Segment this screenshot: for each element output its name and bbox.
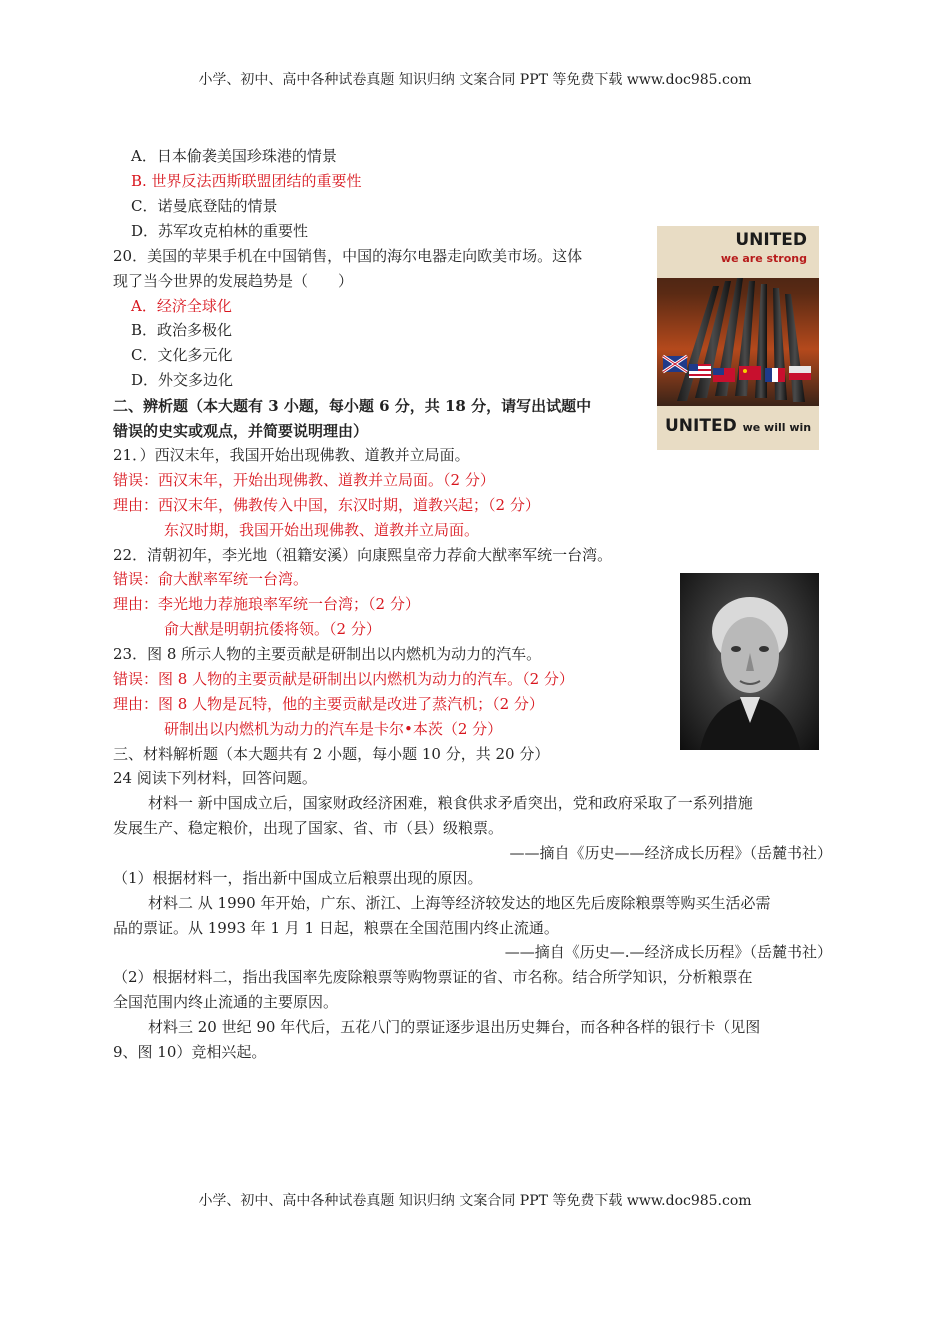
poster-top-subtitle: we are strong [720,252,807,265]
q20-stem-line2: 现了当今世界的发展趋势是（ ） [113,272,354,290]
q23-reason-line2: 研制出以内燃机为动力的汽车是卡尔•本茨（2 分） [164,720,503,738]
united-poster-image [657,226,819,450]
q19-option-d: D．苏军攻克柏林的重要性 [131,222,309,240]
q24-material1-source: ——摘自《历史——经济成长历程》（岳麓书社） [509,844,832,862]
q24-material2-source: ——摘自《历史—.—经济成长历程》（岳麓书社） [504,943,832,961]
q24-question2-line1: （2）根据材料二，指出我国率先废除粮票等购物票证的省、市名称。结合所学知识，分析粮票在 [113,968,753,986]
q22-reason-line2: 俞大猷是明朝抗倭将领。（2 分） [164,620,381,638]
q24-question1: （1）根据材料一，指出新中国成立后粮票出现的原因。 [113,869,483,887]
section2-title-line1: 二、辨析题（本大题有 3 小题，每小题 6 分，共 18 分，请写出试题中 [113,397,592,415]
q22-reason-line1: 理由：李光地力荐施琅率军统一台湾；（2 分） [113,595,420,613]
q24-material1-line1: 材料一 新中国成立后，国家财政经济困难，粮食供求矛盾突出，党和政府采取了一系列措施 [148,794,753,812]
q20-option-d: D．外交多边化 [131,371,234,389]
q19-option-a: A．日本偷袭美国珍珠港的情景 [131,147,337,165]
q23-reason-line1: 理由：图 8 人物是瓦特，他的主要贡献是改进了蒸汽机；（2 分） [113,695,544,713]
portrait-graphic [680,573,819,750]
q22-stem: 22．清朝初年，李光地（祖籍安溪）向康熙皇帝力荐俞大猷率军统一台湾。 [113,546,613,564]
q20-option-a-answer: A．经济全球化 [131,297,232,315]
q23-error: 错误：图 8 人物的主要贡献是研制出以内燃机为动力的汽车。（2 分） [113,670,574,688]
q20-option-c: C．文化多元化 [131,346,233,364]
section3-title: 三、材料解析题（本大题共有 2 小题，每小题 10 分，共 20 分） [113,745,550,763]
page-header: 小学、初中、高中各种试卷真题 知识归纳 文案合同 PPT 等免费下载 www.doc985.com [198,72,752,88]
q19-option-b-answer: B. 世界反法西斯联盟团结的重要性 [131,172,362,190]
q24-question2-line2: 全国范围内终止流通的主要原因。 [113,993,339,1011]
q24-stem: 24 阅读下列材料，回答问题。 [113,769,317,787]
section2-title-line2: 错误的史实或观点，并简要说明理由） [113,422,369,440]
q24-material2-line2: 品的票证。从 1993 年 1 月 1 日起，粮票在全国范围内终止流通。 [113,919,559,937]
q23-stem: 23．图 8 所示人物的主要贡献是研制出以内燃机为动力的汽车。 [113,645,542,663]
q19-option-c: C．诺曼底登陆的情景 [131,197,278,215]
q24-material1-line2: 发展生产、稳定粮价，出现了国家、省、市（县）级粮票。 [113,819,504,837]
poster-top-title: UNITED [735,230,807,250]
q20-option-b: B．政治多极化 [131,321,233,339]
poster-bottom-title: UNITED we will win [665,416,812,436]
page-footer: 小学、初中、高中各种试卷真题 知识归纳 文案合同 PPT 等免费下载 www.doc985.com [198,1193,752,1209]
poster-bottom-banner [657,406,819,450]
q21-reason-line2: 东汉时期，我国开始出现佛教、道教并立局面。 [164,521,480,539]
q21-reason-line1: 理由：西汉末年，佛教传入中国，东汉时期，道教兴起；（2 分） [113,496,540,514]
q22-error: 错误：俞大猷率军统一台湾。 [113,570,309,588]
q24-material3-line2: 9、图 10）竞相兴起。 [113,1043,267,1061]
q24-material2-line1: 材料二 从 1990 年开始，广东、浙江、上海等经济较发达的地区先后废除粮票等购买生活必需 [148,894,771,912]
watt-portrait-image [680,573,819,750]
q24-material3-line1: 材料三 20 世纪 90 年代后，五花八门的票证逐步退出历史舞台，而各种各样的银行卡（见图 [148,1018,761,1036]
q21-error: 错误：西汉末年，开始出现佛教、道教并立局面。（2 分） [113,471,495,489]
q21-stem: 21．）西汉末年，我国开始出现佛教、道教并立局面。 [113,446,470,464]
q20-stem-line1: 20．美国的苹果手机在中国销售，中国的海尔电器走向欧美市场。这体 [113,247,583,265]
